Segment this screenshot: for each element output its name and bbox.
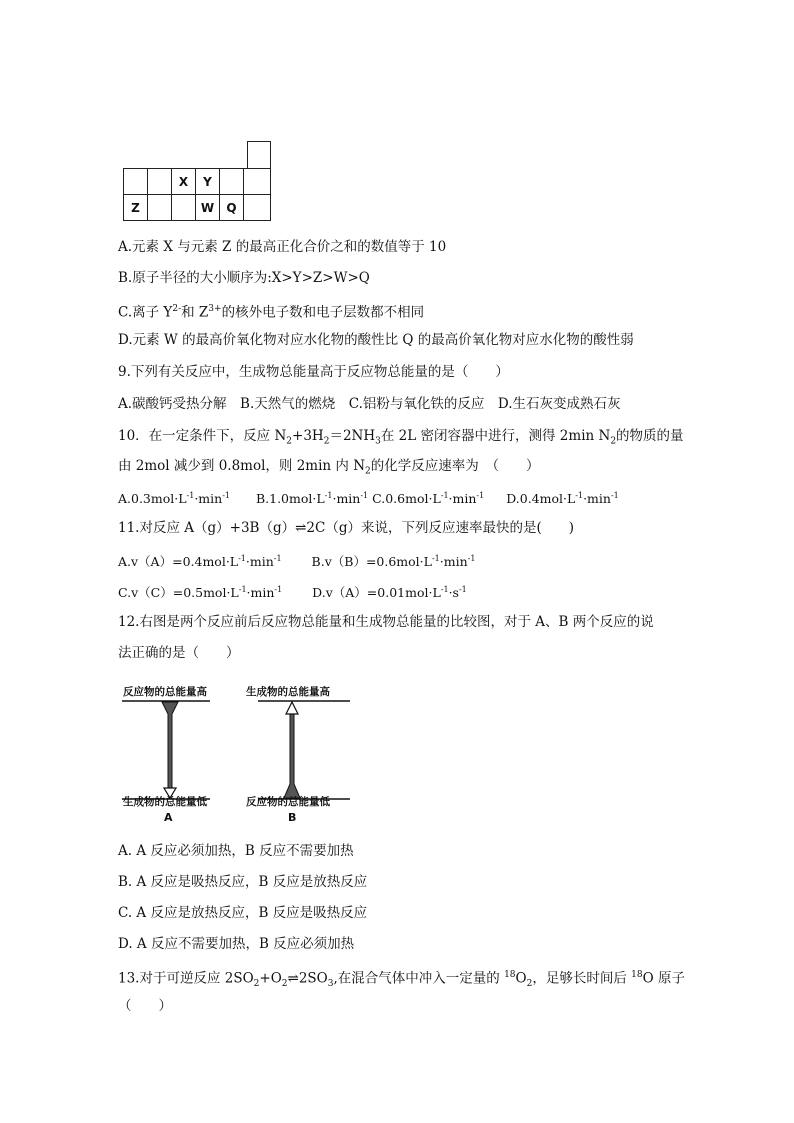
grid-cell-y: Y <box>195 168 220 195</box>
superscript: -1 <box>238 585 247 594</box>
text: ⇌2SO <box>287 970 328 987</box>
text: 的物质的量 <box>616 428 684 444</box>
q9-options: A.碳酸钙受热分解 B.天然气的燃烧 C.铝粉与氧化铁的反应 D.生石灰变成熟石灰 <box>118 396 621 412</box>
q12-stem-line2: 法正确的是（ ） <box>118 645 240 661</box>
q8-option-b: B.原子半径的大小顺序为:X>Y>Z>W>Q <box>118 270 370 286</box>
q10-option-c: C.0.6mol·L <box>372 491 441 507</box>
q13-blank: （ ） <box>118 998 172 1014</box>
grid-cell <box>219 168 244 195</box>
diagram-b-bottom-label: 反应物的总能量低 <box>246 796 330 808</box>
subscript: 2 <box>323 436 330 447</box>
text: 在 2L 密闭容器中进行，测得 2min N <box>380 428 611 444</box>
superscript: -1 <box>222 491 230 500</box>
superscript: -1 <box>610 491 619 500</box>
text: O <box>515 970 527 987</box>
subscript: 2 <box>253 979 260 990</box>
energy-diagram <box>118 684 358 826</box>
subscript: 3 <box>375 436 381 447</box>
text: +O <box>259 970 282 987</box>
grid-cell <box>171 194 196 221</box>
grid-cell <box>243 194 271 221</box>
superscript: -1 <box>458 585 467 594</box>
text: ，足够长时间后 <box>532 970 632 987</box>
subscript: 2 <box>281 979 288 990</box>
text: ·min <box>583 491 611 507</box>
subscript: 2 <box>286 436 293 447</box>
q8-option-a: A.元素 X 与元素 Z 的最高正化合价之和的数值等于 10 <box>118 239 447 255</box>
subscript: 2 <box>365 466 371 477</box>
q12-option-d: D. A 反应不需要加热，B 反应必须加热 <box>118 936 355 952</box>
text: +3H <box>292 428 324 444</box>
text: 和 Z <box>181 304 209 321</box>
superscript: -1 <box>186 491 195 500</box>
superscript: -1 <box>324 491 333 500</box>
q11-options-row2 <box>118 581 467 602</box>
superscript: -1 <box>575 491 584 500</box>
q12-stem-line1: 12.右图是两个反应前后反应物总能量和生成物总能量的比较图，对于 A、B 两个反应的说 <box>118 614 654 630</box>
diagram-b-arrowhead <box>286 702 298 714</box>
diagram-a-bottom-label: 生成物的总能量低 <box>123 796 207 808</box>
superscript: -1 <box>440 585 449 594</box>
q10-option-b: B.1.0mol·L <box>255 491 325 507</box>
q12-option-b: B. A 反应是吸热反应，B 反应是放热反应 <box>118 874 368 890</box>
superscript: -1 <box>467 554 476 563</box>
q11-option-d: D.v（A）=0.01mol·L <box>312 585 441 601</box>
superscript: -1 <box>431 554 440 563</box>
q11-option-c: C.v（C）=0.5mol·L <box>118 585 239 601</box>
text: ·min <box>245 554 274 570</box>
superscript: -1 <box>440 491 449 500</box>
text: ·min <box>332 491 361 507</box>
diagram-a-caption: A <box>164 811 173 824</box>
text: ,在混合气体中冲入一定量的 <box>333 970 505 987</box>
grid-cell-x: X <box>171 168 196 195</box>
q11-option-b: B.v（B）=0.6mol·L <box>311 554 432 570</box>
text: 由 2mol 减少到 0.8mol，则 2min 内 N <box>118 458 366 474</box>
superscript: -1 <box>274 585 283 594</box>
q11-options-row1 <box>118 550 475 571</box>
diagram-b-arrow <box>284 714 300 798</box>
grid-cell <box>147 168 172 195</box>
q8-option-d: D.元素 W 的最高价氧化物对应水化物的酸性比 Q 的最高价氧化物对应水化物的酸性弱 <box>118 332 634 348</box>
periodic-table-fragment <box>123 141 271 221</box>
diagram-b-top-label: 生成物的总能量高 <box>246 686 330 698</box>
q10-stem-line2 <box>118 457 540 481</box>
text: 13.对于可逆反应 2SO <box>118 970 254 987</box>
text: ·min <box>246 585 275 601</box>
grid-cell-w: W <box>195 194 220 221</box>
text: ·min <box>439 554 468 570</box>
q8-option-c <box>118 300 424 322</box>
q12-option-c: C. A 反应是放热反应，B 反应是吸热反应 <box>118 905 368 921</box>
superscript: 3+ <box>208 304 222 314</box>
grid-cell-q: Q <box>219 194 244 221</box>
superscript: 18 <box>504 970 516 980</box>
grid-cell <box>247 141 271 169</box>
subscript: 2 <box>526 979 533 990</box>
q9-stem: 9.下列有关反应中，生成物总能量高于反应物总能量的是（ ） <box>118 364 509 380</box>
subscript: 2 <box>610 436 617 447</box>
text: O 原子 <box>642 970 685 987</box>
subscript: 3 <box>327 979 334 990</box>
grid-cell-z: Z <box>123 194 148 221</box>
text: ·min <box>448 491 477 507</box>
text: 的核外电子数和电子层数都不相同 <box>221 304 425 321</box>
superscript: -1 <box>273 554 282 563</box>
q11-option-a: A.v（A）=0.4mol·L <box>118 554 239 570</box>
superscript: -1 <box>476 491 485 500</box>
q11-stem: 11.对反应 A（g）+3B（g）⇌2C（g）来说，下列反应速率最快的是( ) <box>118 520 575 536</box>
diagram-b-caption: B <box>288 811 297 824</box>
grid-cell <box>243 168 271 195</box>
q13-stem <box>118 966 685 993</box>
diagram-a-top-label: 反应物的总能量高 <box>123 686 207 698</box>
diagram-a-arrow <box>162 702 178 798</box>
q10-option-a: A.0.3mol·L <box>118 491 187 507</box>
grid-cell <box>147 194 172 221</box>
grid-cell <box>123 168 148 195</box>
superscript: -1 <box>238 554 246 563</box>
text: 的化学反应速率为 （ ） <box>370 458 540 474</box>
superscript: 2- <box>172 304 182 314</box>
superscript: 18 <box>631 970 643 980</box>
text: ＝2NH <box>329 428 376 444</box>
text: ·s <box>448 585 459 601</box>
q10-options <box>118 487 619 508</box>
q12-option-a: A. A 反应必须加热，B 反应不需要加热 <box>118 843 354 859</box>
text: C.离子 Y <box>118 304 173 321</box>
text: 10．在一定条件下，反应 N <box>118 428 287 444</box>
superscript: -1 <box>360 491 369 500</box>
q10-option-d: D.0.4mol·L <box>506 491 576 507</box>
text: ·min <box>194 491 223 507</box>
q10-stem-line1 <box>118 427 684 451</box>
